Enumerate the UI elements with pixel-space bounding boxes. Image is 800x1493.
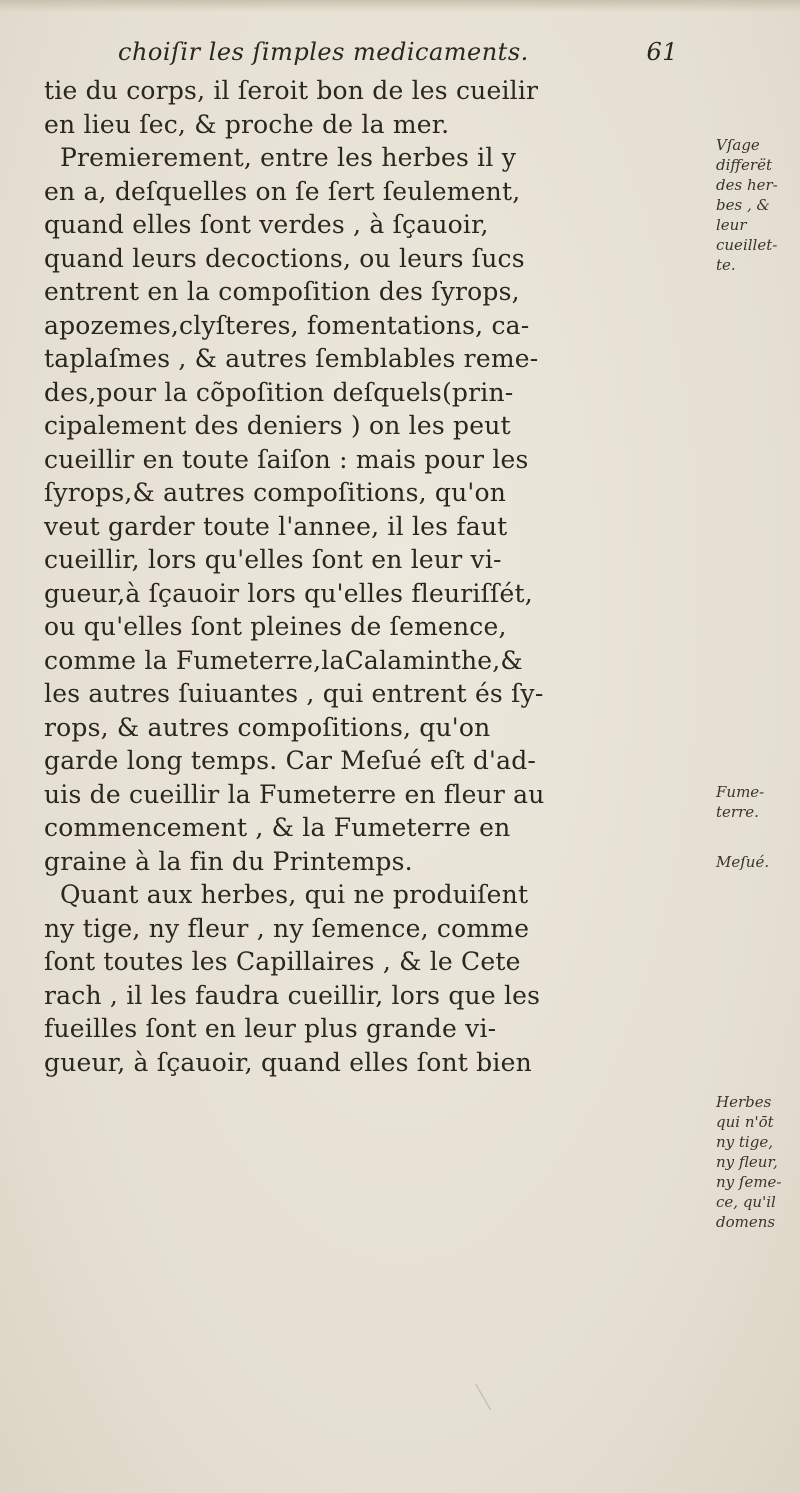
text-line: graine à la fin du Printemps.	[44, 846, 413, 876]
text-line: apozemes,clyſteres, fomentations, ca-	[44, 310, 530, 340]
text-line: comme la Fumeterre,laCalaminthe,&	[44, 645, 523, 675]
margin-note-herbes	[716, 1092, 800, 1232]
text-line: ſyrops,& autres compoſitions, qu'on	[44, 478, 507, 507]
margin-note-line: Meſué.	[716, 853, 770, 871]
margin-note-line: ny tige,	[716, 1133, 773, 1151]
ink-smudge	[475, 1364, 526, 1410]
text-line: gueur, à ſçauoir, quand elles ſont bien	[44, 1047, 532, 1077]
text-line: uis de cueillir la Fumeterre en fleur au	[44, 779, 545, 809]
text-line: Premierement, entre les herbes il y	[60, 143, 517, 172]
margin-note-line: domens	[716, 1213, 776, 1231]
text-line: cueillir, lors qu'elles ſont en leur vi-	[44, 545, 502, 574]
page-number: 61	[646, 38, 678, 66]
margin-note-line: terre.	[716, 803, 759, 821]
running-title: choiſir les ſimples medicaments.	[118, 38, 529, 66]
text-line: cueillir en toute ſaiſon : mais pour les	[44, 444, 529, 474]
margin-note-line: ce, qu'il	[716, 1193, 776, 1211]
text-line: Quant aux herbes, qui ne produiſent	[60, 880, 529, 909]
text-line: garde long temps. Car Meſué eſt d'ad-	[44, 746, 537, 775]
text-line: commencement , & la Fumeterre en	[44, 813, 511, 842]
margin-note-line: ny fleur,	[716, 1153, 778, 1171]
text-line: fueilles ſont en leur plus grande vi-	[44, 1014, 497, 1043]
margin-note-usage	[716, 135, 800, 275]
text-line: les autres ſuiuantes , qui entrent és ſy-	[44, 679, 544, 708]
margin-note-line: des her-	[716, 176, 778, 194]
text-line: quand elles ſont verdes , à ſçauoir,	[44, 210, 489, 239]
running-head	[118, 38, 678, 72]
text-line: rops, & autres compoſitions, qu'on	[44, 712, 491, 742]
text-line: ou qu'elles ſont pleines de ſemence,	[44, 612, 507, 641]
body-text	[44, 74, 712, 1079]
text-line: en a, deſquelles on ſe ſert ſeulement,	[44, 176, 521, 206]
text-line: cipalement des deniers ) on les peut	[44, 411, 511, 440]
text-line: en lieu ſec, & proche de la mer.	[44, 109, 450, 139]
margin-note-line: leur	[716, 216, 747, 234]
margin-note-line: Vſage	[716, 136, 760, 154]
text-line: rach , il les faudra cueillir, lors que les	[44, 980, 541, 1010]
text-line: entrent en la compoſition des ſyrops,	[44, 277, 520, 306]
text-line: quand leurs decoctions, ou leurs ſucs	[44, 243, 525, 273]
margin-note-fumeterre	[716, 782, 800, 822]
text-line: gueur,à ſçauoir lors qu'elles fleuriſſét,	[44, 578, 533, 608]
margin-note-line: differët	[716, 156, 772, 174]
margin-note-line: bes , &	[716, 196, 770, 214]
margin-note-mesue	[716, 852, 800, 872]
margin-note-line: qui n'ōt	[716, 1113, 774, 1131]
margin-note-line: ny ſeme-	[716, 1173, 782, 1191]
marginalia	[716, 0, 800, 1493]
text-line: des,pour la cõpoſition deſquels(prin-	[44, 377, 514, 407]
margin-note-line: cueillet-	[716, 236, 778, 254]
text-line: tie du corps, il ſeroit bon de les cueilir	[44, 76, 539, 105]
margin-note-line: Herbes	[716, 1093, 772, 1111]
text-line: veut garder toute l'annee, il les faut	[44, 511, 508, 541]
margin-note-line: Fume-	[716, 783, 765, 801]
text-line: ſont toutes les Capillaires , & le Cete	[44, 947, 521, 976]
text-line: ny tige, ny fleur , ny ſemence, comme	[44, 913, 530, 943]
text-line: taplaſmes , & autres ſemblables reme-	[44, 344, 539, 373]
margin-note-line: te.	[716, 256, 736, 274]
